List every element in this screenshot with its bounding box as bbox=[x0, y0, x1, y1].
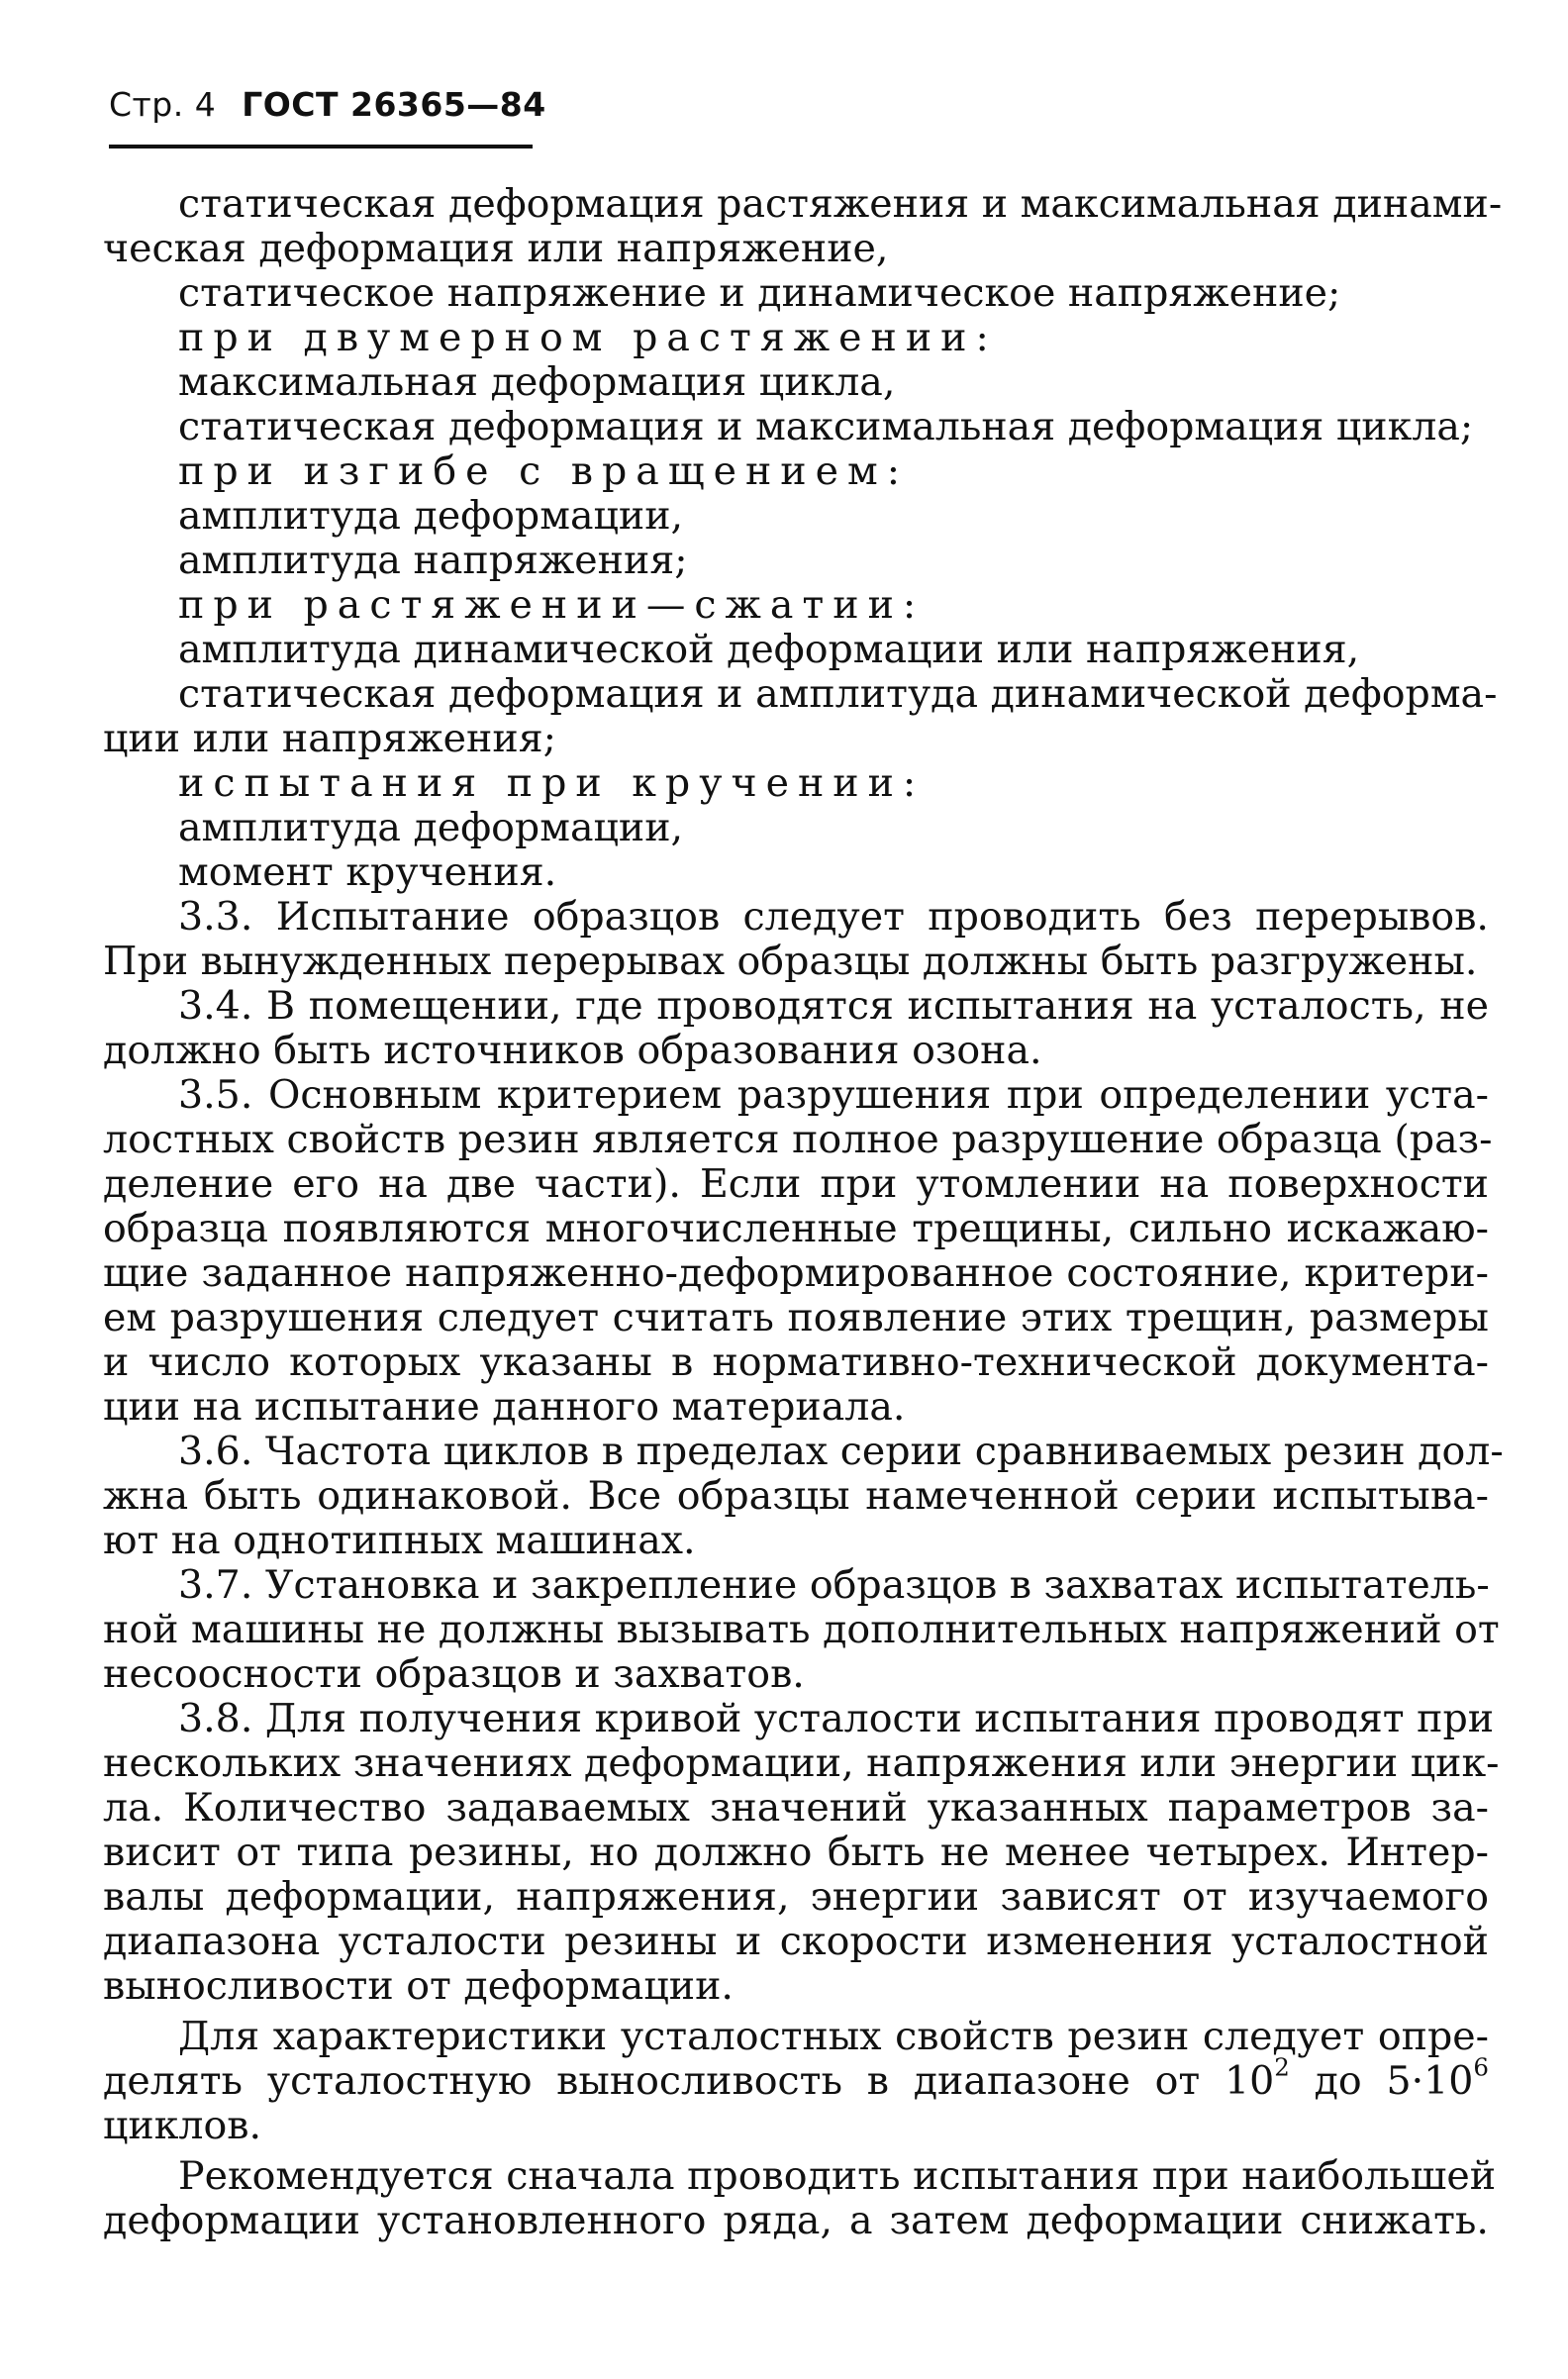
text-line: момент кручения. bbox=[178, 849, 557, 895]
text-line: ют на однотипных машинах. bbox=[103, 1518, 696, 1563]
document-body bbox=[103, 181, 1504, 2243]
section-subheading: при двумерном растяжении: bbox=[178, 315, 998, 360]
text-line: циклов. bbox=[103, 2103, 262, 2148]
text-line: 3.5. Основным критерием разрушения при определении уста- bbox=[178, 1072, 1489, 1118]
text-line: несоосности образцов и захватов. bbox=[103, 1651, 805, 1697]
section-subheading: при изгибе с вращением: bbox=[178, 448, 910, 494]
text-line: деформации установленного ряда, а затем деформации снижать. bbox=[103, 2198, 1489, 2243]
text-line: 3.7. Установка и закрепление образцов в захватах испытатель- bbox=[178, 1562, 1490, 1608]
text-line: статическая деформация растяжения и максимальная динами- bbox=[178, 181, 1503, 227]
text-line: должно быть источников образования озона. bbox=[103, 1028, 1042, 1073]
text-line: нескольких значениях деформации, напряжения или энергии цик- bbox=[103, 1740, 1500, 1786]
text-line: ции на испытание данного материала. bbox=[103, 1384, 906, 1430]
section-subheading: испытания при кручении: bbox=[178, 760, 926, 806]
text-line: амплитуда деформации, bbox=[178, 493, 684, 539]
text-line: жна быть одинаковой. Все образцы намеченной серии испытыва- bbox=[103, 1473, 1489, 1519]
text-line: лостных свойств резин является полное разрушение образца (раз- bbox=[103, 1117, 1493, 1162]
text-line: образца появляются многочисленные трещины, сильно искажаю- bbox=[103, 1206, 1489, 1251]
text-line: 3.3. Испытание образцов следует проводить без перерывов. bbox=[178, 894, 1489, 940]
text-line: ем разрушения следует считать появление этих трещин, размеры bbox=[103, 1295, 1489, 1340]
page-number: Стр. 4 bbox=[109, 85, 217, 124]
text-line: ла. Количество задаваемых значений указанных параметров за- bbox=[103, 1785, 1489, 1831]
text-line: ческая деформация или напряжение, bbox=[103, 226, 889, 271]
text-line: амплитуда напряжения; bbox=[178, 538, 688, 583]
text-line: ной машины не должны вызывать дополнительных напряжений от bbox=[103, 1607, 1500, 1652]
text-line: Рекомендуется сначала проводить испытания при наибольшей bbox=[178, 2153, 1497, 2199]
text-line: 3.4. В помещении, где проводятся испытания на усталость, не bbox=[178, 983, 1489, 1029]
range-to-word: до bbox=[1314, 2058, 1362, 2104]
text-line: и число которых указаны в нормативно-технической документа- bbox=[103, 1339, 1489, 1385]
text-line: амплитуда динамической деформации или напряжения, bbox=[178, 627, 1360, 672]
text-line: При вынужденных перерывах образцы должны быть разгружены. bbox=[103, 939, 1478, 984]
standard-number: ГОСТ 26365—84 bbox=[242, 85, 546, 124]
text-line: щие заданное напряженно-деформированное состояние, критери- bbox=[103, 1250, 1489, 1296]
text-line: деление его на две части). Если при утомлении на поверхности bbox=[103, 1161, 1489, 1207]
text-line: 3.6. Частота циклов в пределах серии сравниваемых резин дол- bbox=[178, 1429, 1504, 1474]
text-line: статическая деформация и максимальная деформация цикла; bbox=[178, 404, 1474, 449]
range-to-base: 5·10 bbox=[1386, 2058, 1474, 2104]
text-line: амплитуда деформации, bbox=[178, 805, 684, 850]
range-from-base: 10 bbox=[1224, 2058, 1275, 2104]
text-line: статическая деформация и амплитуда динамической деформа- bbox=[178, 671, 1498, 717]
text-line: Для характеристики усталостных свойств резин следует опре- bbox=[178, 2014, 1489, 2059]
text-line: статическое напряжение и динамическое напряжение; bbox=[178, 270, 1341, 316]
page-header bbox=[109, 85, 546, 124]
text-line bbox=[103, 2052, 1489, 2104]
text-line: висит от типа резины, но должно быть не менее четырех. Интер- bbox=[103, 1830, 1489, 1875]
section-subheading: при растяжении—сжатии: bbox=[178, 582, 926, 628]
text-line: валы деформации, напряжения, энергии зависят от изучаемого bbox=[103, 1874, 1489, 1920]
range-to-exponent: 6 bbox=[1473, 2052, 1489, 2082]
range-text: делять усталостную выносливость в диапазоне от bbox=[103, 2058, 1201, 2104]
text-line: выносливости от деформации. bbox=[103, 1963, 734, 2009]
header-rule bbox=[109, 145, 533, 149]
range-from-exponent: 2 bbox=[1274, 2052, 1290, 2082]
text-line: диапазона усталости резины и скорости изменения усталостной bbox=[103, 1919, 1489, 1964]
text-line: ции или напряжения; bbox=[103, 716, 556, 761]
text-line: 3.8. Для получения кривой усталости испытания проводят при bbox=[178, 1696, 1495, 1741]
text-line: максимальная деформация цикла, bbox=[178, 359, 896, 405]
